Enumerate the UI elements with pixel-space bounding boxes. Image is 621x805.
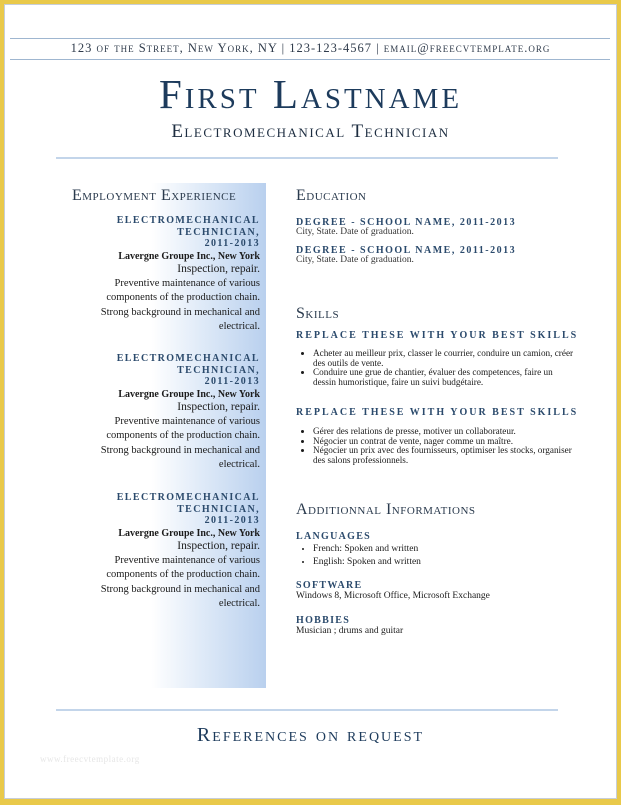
job-subtitle: Inspection, repair.: [177, 539, 260, 552]
job-description-line: Preventive maintenance of various: [114, 277, 260, 289]
degree-details: City, State. Date of graduation.: [296, 227, 414, 237]
languages-title: LANGUAGES: [296, 531, 372, 542]
degree-title: DEGREE - SCHOOL NAME, 2011-2013: [296, 245, 517, 256]
candidate-name: First Lastname: [158, 71, 463, 117]
skill-item: • Négocier un prix avec des fournisseurs, optimiser les stocks, organiser des salons professionnels.: [313, 446, 575, 465]
job-title: ELECTROMECHANICAL TECHNICIAN,: [116, 215, 260, 238]
job-subtitle: Inspection, repair.: [177, 400, 260, 413]
language-item: • English: Spoken and written: [313, 556, 421, 569]
skills-group-title: REPLACE THESE WITH YOUR BEST SKILLS: [296, 407, 579, 418]
job-subtitle: Inspection, repair.: [177, 262, 260, 275]
job-dates: 2011-2013: [204, 515, 260, 526]
contact-line: 123 of the Street, New York, NY | 123-123-4567 | email@freecvtemplate.org: [70, 41, 551, 55]
hobbies-text: Musician ; drums and guitar: [296, 626, 404, 636]
languages-list: [296, 543, 421, 569]
hobbies-title: HOBBIES: [296, 615, 351, 626]
watermark: www.freecvtemplate.org: [40, 754, 140, 764]
job-company: Lavergne Groupe Inc., New York: [118, 250, 260, 262]
header-divider: [56, 157, 558, 159]
job-company: Lavergne Groupe Inc., New York: [118, 527, 260, 539]
job-description-line: components of the production chain.: [106, 292, 260, 303]
skill-item: • Conduire une grue de chantier, évaluer des competences, faire un dessin humoristique, faire un suivi budgétaire.: [313, 368, 575, 387]
job-dates: 2011-2013: [204, 238, 260, 249]
software-title: SOFTWARE: [296, 580, 363, 591]
degree-details: City, State. Date of graduation.: [296, 255, 414, 265]
job-description-line: components of the production chain.: [106, 430, 260, 441]
job-description-line: electrical.: [218, 321, 260, 332]
job-description-line: electrical.: [218, 459, 260, 470]
education-heading: Education: [296, 187, 367, 204]
job-description: [82, 277, 260, 335]
skill-item: • Gérer des relations de presse, motiver un collaborateur.: [313, 427, 575, 437]
job-description: [82, 554, 260, 612]
degree-entry: [296, 245, 516, 265]
job-description-line: Strong background in mechanical and: [100, 306, 260, 318]
job-description-line: Strong background in mechanical and: [100, 583, 260, 595]
skills-group-title: REPLACE THESE WITH YOUR BEST SKILLS: [296, 330, 579, 341]
footer-divider: [56, 709, 558, 711]
job-company: Lavergne Groupe Inc., New York: [118, 388, 260, 400]
job-dates: 2011-2013: [204, 376, 260, 387]
job-entry: [82, 215, 260, 335]
job-title: ELECTROMECHANICAL TECHNICIAN,: [116, 353, 260, 376]
candidate-title: Electromechanical Technician: [171, 121, 450, 142]
skill-item: • Acheter au meilleur prix, classer le courrier, conduire un camion, créer des outils de vente.: [313, 349, 575, 368]
software-text: Windows 8, Microsoft Office, Microsoft Exchange: [296, 591, 490, 601]
skill-item: • Négocier un contrat de vente, nager comme un maître.: [313, 437, 575, 447]
top-rule: [10, 38, 610, 39]
job-entry: [82, 353, 260, 473]
job-title: ELECTROMECHANICAL TECHNICIAN,: [116, 492, 260, 515]
job-description: [82, 415, 260, 473]
job-description-line: Strong background in mechanical and: [100, 444, 260, 456]
job-description-line: Preventive maintenance of various: [114, 554, 260, 566]
skills-list: [296, 427, 575, 465]
job-description-line: components of the production chain.: [106, 569, 260, 580]
degree-title: DEGREE - SCHOOL NAME, 2011-2013: [296, 217, 517, 228]
degree-entry: [296, 217, 516, 237]
language-item: • French: Spoken and written: [313, 543, 421, 556]
contact-rule: [10, 59, 610, 60]
skills-heading: Skills: [296, 305, 340, 322]
job-description-line: electrical.: [218, 598, 260, 609]
skills-list: [296, 349, 575, 387]
employment-heading: Employment Experience: [72, 187, 237, 204]
references-line: References on request: [196, 724, 425, 746]
additional-heading: Additionnal Informations: [296, 501, 476, 518]
resume-page: [4, 4, 617, 799]
job-description-line: Preventive maintenance of various: [114, 415, 260, 427]
job-entry: [82, 492, 260, 612]
